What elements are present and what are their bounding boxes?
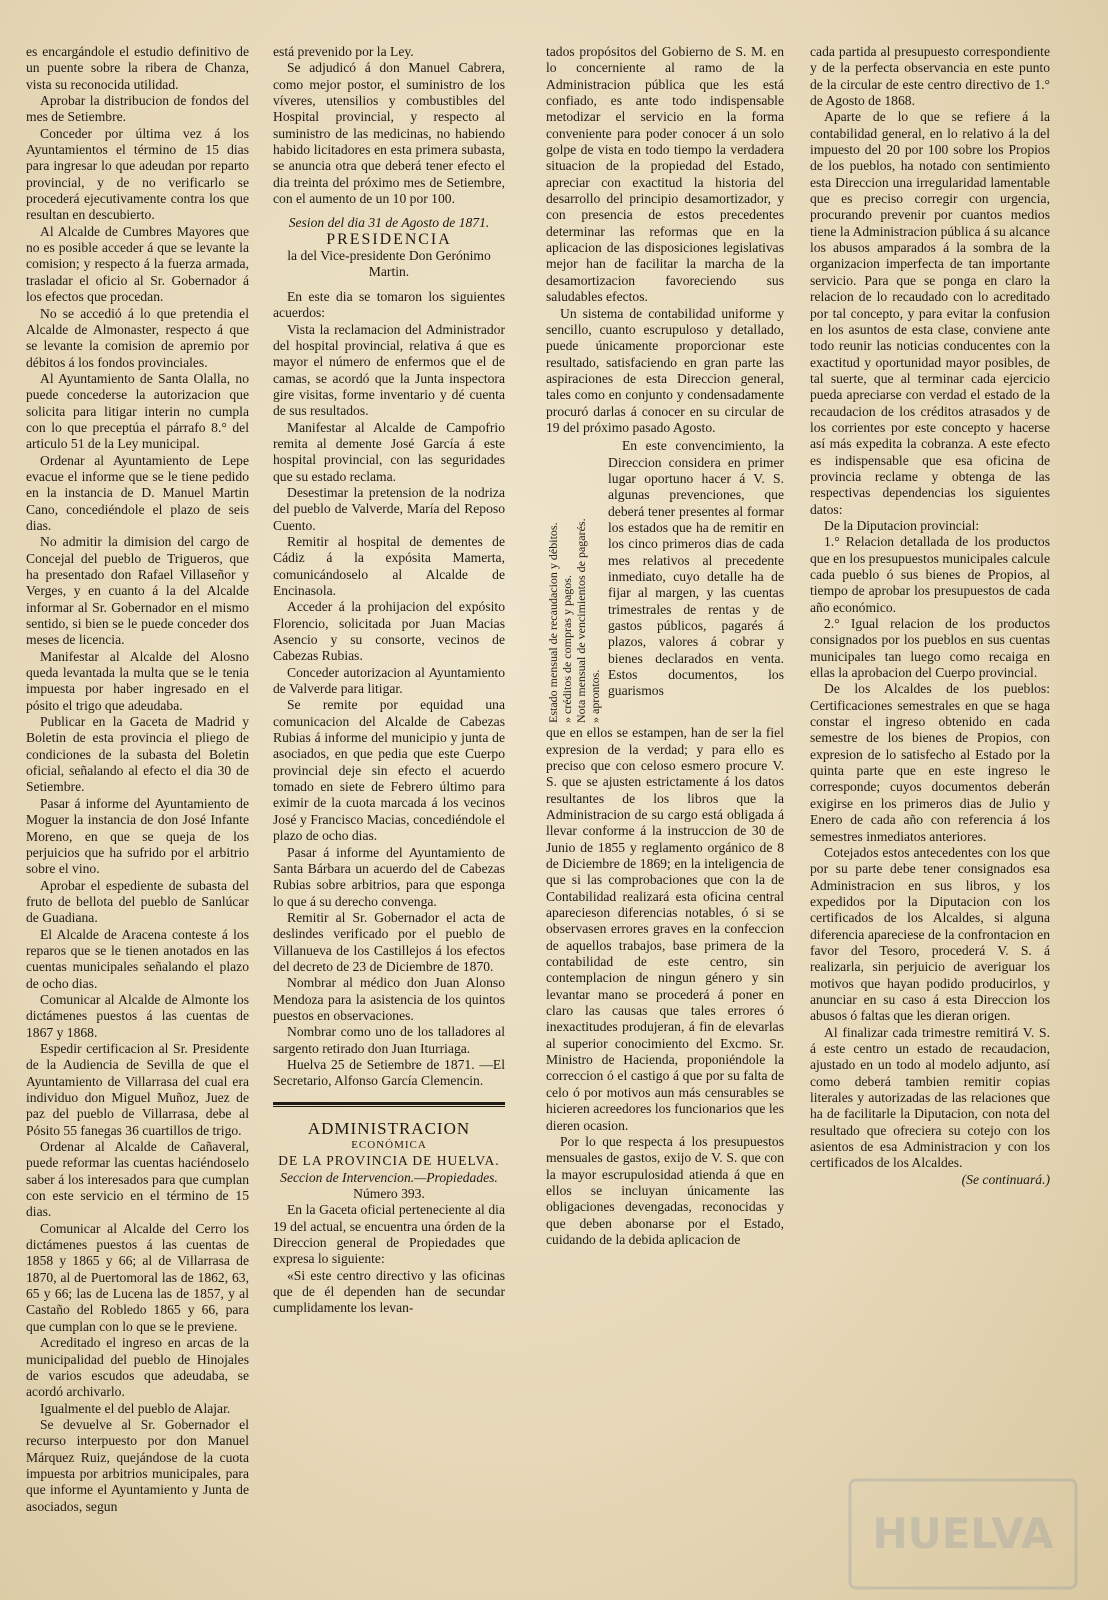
paragraph: Espedir certificacion al Sr. Presidente de la Audiencia de Sevilla de que el Ayuntamiento de Villarrasa del cual era individuo don Miguel Muñoz, Juez de paz del pueblo de Villarrasa, debe al Pósito 55 fanegas 36 cuartillos de trigo. bbox=[26, 1040, 249, 1138]
paragraph: Publicar en la Gaceta de Madrid y Boletin de esta provincia el pliego de condiciones de la subasta del Boletin oficial, señalando al efecto el dia 30 de Setiembre. bbox=[26, 714, 249, 795]
margin-table-block bbox=[546, 438, 784, 723]
library-stamp bbox=[848, 1478, 1078, 1590]
paragraph: Manifestar al Alcalde del Alosno queda levantada la multa que se le tenia impuesta por haber ingresado en el pósito el trigo que adeudaba. bbox=[26, 648, 249, 713]
paragraph: 1.° Relacion detallada de los productos que en los presupuestos municipales calcule cada pueblo ó sus bienes de Propios, al tiempo de aprobar los presupuestos de cada año económico. bbox=[810, 534, 1050, 615]
paragraph: Se adjudicó á don Manuel Cabrera, como mejor postor, el suministro de los víveres, utensilios y combustibles del Hospital provincial, y respecto al suministro de las medicinas, no habiendo habido licitadores en esta primera subasta, se anuncia otra que deberá tener efecto el dia treinta del próximo mes de Setiembre, con el aumento de un 10 por 100. bbox=[273, 60, 505, 207]
paragraph: Cotejados estos antecedentes con los que por su parte debe tener consignados esa Administracion en sus libros, y los expedidos por la Diputacion con los certificados de los Alcaldes, si alguna diferencia apareciese de la confrontacion en favor del Tesoro, procederá V. S. á realizarla, sin perjuicio de averiguar los motivos que hayan podido producirlos, y anunciar en su caso á esta Direccion los abusos ó faltas que les dieran origen. bbox=[810, 844, 1050, 1024]
paragraph: Desestimar la pretension de la nodriza del pueblo de Valverde, María del Reposo Cuento. bbox=[273, 484, 505, 533]
paragraph: Pasar á informe del Ayuntamiento de Santa Bárbara un acuerdo del de Cabezas Rubias sobre arbitrios, para que esponga lo que á su derecho convenga. bbox=[273, 844, 505, 909]
stamp-border bbox=[850, 1480, 1076, 1588]
paragraph: Remitir al Sr. Gobernador el acta de deslindes verificado por el pueblo de Villanueva de los Castillejos á los efectos del decreto de 23 de Diciembre de 1870. bbox=[273, 909, 505, 974]
paragraph: De los Alcaldes de los pueblos: Certificaciones semestrales en que se haga constar el ingreso obtenido en cada semestre de los bienes de Propios, con expresion de lo satisfecho al Estado por la quinta parte que en este ingreso le corresponde; cuyos documentos deberán exigirse en los primeros dias de Julio y Enero de cada año con referencia á los semestres inmediatos anteriores. bbox=[810, 681, 1050, 844]
section-province: DE LA PROVINCIA DE HUELVA. bbox=[278, 1153, 500, 1169]
section-divider bbox=[273, 1102, 505, 1107]
column-3 bbox=[546, 44, 784, 1248]
column-2 bbox=[273, 44, 505, 1317]
paragraph: Al finalizar cada trimestre remitirá V. S. á este centro un estado de recaudacion, ajustado en un todo al modelo adjunto, así como deberá tambien remitir copias literales y autorizadas de las relaciones que ha de facilitarle la Diputacion, con nota del resultado que ofreciera su cotejo con los asientos de esa Administracion y con los certificados de los Alcaldes. bbox=[810, 1024, 1050, 1171]
paragraph: Aprobar la distribucion de fondos del mes de Setiembre. bbox=[26, 93, 249, 125]
section-subtitle: ECONÓMICA bbox=[351, 1139, 427, 1151]
paragraph: está prevenido por la Ley. bbox=[273, 44, 414, 59]
rotated-note-1: Estado mensual de recaudacion y débitos. » créditos de compras y pagos. bbox=[546, 522, 574, 724]
paragraph: El Alcalde de Aracena conteste á los reparos que se le tienen anotados en las cuentas municipales señalando el plazo de ocho dias. bbox=[26, 926, 249, 991]
document-number: Número 393. bbox=[353, 1186, 425, 1202]
paragraph: En la Gaceta oficial perteneciente al dia 19 del actual, se encuentra una órden de la Direccion general de Propiedades que expresa lo siguiente: bbox=[273, 1202, 505, 1267]
paragraph: Igualmente el del pueblo de Alajar. bbox=[40, 1400, 231, 1416]
paragraph: Comunicar al Alcalde del Cerro los dictámenes puestos á las cuentas de 1858 y 1865 y 66; al de Villarrasa de 1870, al de Puertomoral las de 1862, 63, 65 y 66; las de Lucena las de 1857, y al Castaño del Robledo 1865 y 66, para que cumplan con lo que se le previene. bbox=[26, 1220, 249, 1334]
presidency-heading: PRESIDENCIA bbox=[326, 230, 452, 248]
paragraph: Acceder á la prohijacion del expósito Florencio, solicitada por Juan Macias Asencio y su consorte, vecinos de Cabezas Rubias. bbox=[273, 599, 505, 664]
subsection-title: Seccion de Intervencion.—Propiedades. bbox=[280, 1169, 498, 1185]
paragraph: Manifestar al Alcalde de Campofrio remita al demente José García á este hospital provincial, con las seguridades que su estado reclama. bbox=[273, 419, 505, 484]
paragraph: Conceder autorizacion al Ayuntamiento de Valverde para litigar. bbox=[273, 664, 505, 697]
stamp-text: HUELVA bbox=[872, 1509, 1054, 1558]
rotated-note-2: Nota mensual de vencimientos de pagarés. » aprontos. bbox=[574, 518, 602, 724]
paragraph: En este dia se tomaron los siguientes acuerdos: bbox=[273, 288, 505, 321]
paragraph: 2.° Igual relacion de los productos consignados por los pueblos en sus cuentas municipales tan luego como recaiga en ellas la aprobacion del Cuerpo provincial. bbox=[810, 616, 1050, 681]
paragraph: Nombrar como uno de los talladores al sargento retirado don Juan Iturriaga. bbox=[273, 1024, 505, 1056]
paragraph: Aprobar el espediente de subasta del fruto de bellota del pueblo de Sanlúcar de Guadiana. bbox=[26, 877, 249, 926]
presidency-subheading: la del Vice-presidente Don Gerónimo Martin. bbox=[287, 248, 491, 280]
paragraph: Se devuelve al Sr. Gobernador el recurso interpuesto por don Manuel Márquez Ruiz, quejándose de la cuota impuesta por arbitrios municipales, para que informe el Ayuntamiento y Junta de asociados, segun bbox=[26, 1416, 249, 1514]
paragraph: No admitir la dimision del cargo de Concejal del pueblo de Trigueros, que ha presentado don Rafael Villaseñor y Verges, y en cuanto á la del Alcalde informar al Sr. Gobernador en el mismo sentido, si bien se le puede conceder dos meses de licencia. bbox=[26, 534, 249, 648]
session-heading: Sesion del dia 31 de Agosto de 1871. bbox=[288, 215, 490, 231]
paragraph: Ordenar al Alcalde de Cañaveral, puede reformar las cuentas haciéndoselo saber á los interesados para que cumplan con este servicio en el término de 15 dias. bbox=[26, 1139, 249, 1220]
column-1 bbox=[26, 44, 249, 1515]
paragraph: Aparte de lo que se refiere á la contabilidad general, en lo relativo á la del impuesto del 20 por 100 sobre los Propios de los pueblos, ha notado con sentimiento esta Direccion una irregularidad lamentable que es preciso corregir con urgencia, procurando prevenir por cuantos medios tiene la Administracion pública á su alcance los abusos amparados á la sombra de la organizacion imperfecta de tan importante servicio. Para que se ponga en claro la relacion de lo recaudado con lo acreditado por tal concepto, y para evitar la confusion en los asuntos de esta clase, conviene ante todo reunir las noticias conducentes con la exactitud y oportunidad mayor posibles, de tal suerte, que al terminar cada ejercicio pueda apreciarse con verdad el estado de la recaudacion de los créditos atrasados y de los corrientes por este concepto y hacerse así más expedita la cobranza. A este efecto es indispensable que esa oficina de provincia reclame y obtenga de las respectivas dependencias los siguientes datos: bbox=[810, 109, 1050, 517]
paragraph: De la Diputacion provincial: bbox=[824, 517, 980, 533]
paragraph: Por lo que respecta á los presupuestos mensuales de gastos, exijo de V. S. que con la mayor escrupulosidad atienda á que en ellos se incluyan únicamente las obligaciones devengadas, reconocidas y que deben abonarse por el Estado, cuidando de la debida aplicacion de bbox=[546, 1133, 784, 1247]
column-4 bbox=[810, 44, 1050, 1188]
paragraph: Acreditado el ingreso en arcas de la municipalidad del pueblo de Hinojales de varios escudos que adeudaba, se acordó archivarlo. bbox=[26, 1335, 249, 1400]
section-title: ADMINISTRACION bbox=[307, 1118, 471, 1138]
paragraph: que en ellos se estampen, han de ser la fiel expresion de la verdad; y para ello es preciso que con celoso esmero procure V. S. que se ajusten estrictamente á los datos resultantes de los libros que la Administracion de su cargo está obligada á llevar conforme á la instruccion de 30 de Junio de 1855 y reglamento orgánico de 8 de Diciembre de 1869; en la inteligencia de que si las comprobaciones que con la de Contabilidad realizará esta oficina central aparecieson diferencias notables, ó si se observasen errores graves en la confeccion de aquellos trabajos, base primera de la contabilidad de este centro, sin contemplacion de ningun género y sin levantar mano se procederá á poner en claro las causas que tales errores ó inexactitudes produjeran, á fin de elevarlas al superior conocimiento del Excmo. Sr. Ministro de Hacienda, proponiéndole la correccion ó el castigo á que por su falta de celo ó por motivos aun más censurables se hicieren acreedores los funcionarios que les dieren ocasion. bbox=[546, 725, 784, 1133]
paragraph: Ordenar al Ayuntamiento de Lepe evacue el informe que se le tiene pedido en la instancia de D. Manuel Martin Cano, concediéndole el plazo de seis dias. bbox=[26, 452, 249, 533]
paragraph: Al Alcalde de Cumbres Mayores que no es posible acceder á que se levante la comision; y respecto á la fuerza armada, trasladar el oficio al Sr. Gobernador á los efectos que procedan. bbox=[26, 223, 249, 305]
paragraph: En este convencimiento, la Direccion considera en primer lugar oportuno hacer á V. S. algunas prevenciones, que deberá tener presentes al formar los estados que ha de remitir en los cinco primeros dias de cada mes relativos al precedente inmediato, cuyo detalle ha de fijar al margen, y las cuentas trimestrales de rentas y de gastos públicos, pagarés á plazos, valores á cobrar y bienes declarados en venta. Estos documentos, los guarismos bbox=[608, 438, 784, 699]
paragraph: Un sistema de contabilidad uniforme y sencillo, cuanto escrupuloso y detallado, puede únicamente proporcionar este resultado, satisfaciendo en gran parte las aspiraciones de esta Direccion general, tales como en conjunto y condensadamente procuró darlas á conocer en su circular de 19 del próximo pasado Agosto. bbox=[546, 305, 784, 435]
paragraph: Remitir al hospital de dementes de Cádiz á la expósita Mamerta, comunicándoselo al Alcalde de Encinasola. bbox=[273, 533, 505, 598]
paragraph: Vista la reclamacion del Administrador del hospital provincial, relativa á que es mayor el número de enfermos que el de camas, se acordó que la Junta inspectora gire visitas, forme inventario y dé cuenta de sus resultados. bbox=[273, 321, 505, 419]
paragraph: Nombrar al médico don Juan Alonso Mendoza para la asistencia de los quintos puestos en observaciones. bbox=[273, 975, 505, 1023]
paragraph: Al Ayuntamiento de Santa Olalla, no puede concederse la autorizacion que solicita para litigar interin no cumpla con lo que preceptúa el párrafo 8.° del articulo 51 de la Ley municipal. bbox=[26, 370, 249, 452]
paragraph: Huelva 25 de Setiembre de 1871. —El Secretario, Alfonso García Clemencin. bbox=[273, 1056, 505, 1089]
paragraph: Conceder por última vez á los Ayuntamientos el término de 15 dias para ingresar lo que adeudan por reparto provincial, y de no verificarlo se procederá ejecutivamente contra los que resultan en descubierto. bbox=[26, 125, 249, 223]
paragraph: cada partida al presupuesto correspondiente y de la perfecta observancia en este punto de la circular de este centro directivo de 1.° de Agosto de 1868. bbox=[810, 44, 1050, 109]
paragraph: Comunicar al Alcalde de Almonte los dictámenes puestos á las cuentas de 1867 y 1868. bbox=[26, 991, 249, 1040]
paragraph: «Si este centro directivo y las oficinas que de él dependen han de secundar cumplidamente los levan- bbox=[273, 1267, 505, 1316]
continued-note: (Se continuará.) bbox=[961, 1171, 1050, 1187]
paragraph: Pasar á informe del Ayuntamiento de Moguer la instancia de don José Infante Moreno, en que se queja de los perjuicios que ha sufrido por el arbitrio sobre el vino. bbox=[26, 795, 249, 877]
paragraph: No se accedió á lo que pretendia el Alcalde de Almonaster, respecto á que se levante la comision de apremio por débitos á los fondos provinciales. bbox=[26, 305, 249, 370]
paragraph: tados propósitos del Gobierno de S. M. en lo concerniente al ramo de la Administracion pública que les está confiado, es ante todo indispensable metodizar el servicio en la forma conveniente para poder conocer á un solo golpe de vista en todo tiempo la verdadera situacion de la propiedad del Estado, apreciar con exactitud la historia del desarrollo del principio desamortizador, y con presencia de estos precedentes determinar las reformas que en la aplicacion de las disposiciones legislativas mejor han de facilitar la marcha de la desamortizacion favoreciendo sus saludables efectos. bbox=[546, 44, 784, 305]
rotated-margin-notes bbox=[546, 438, 608, 723]
paragraph: es encargándole el estudio definitivo de un puente sobre la ribera de Chanza, vista su reconocida utilidad. bbox=[26, 44, 249, 92]
paragraph: Se remite por equidad una comunicacion del Alcalde de Cabezas Rubias á informe del municipio y junta de asociados, en que pedia que este Cuerpo provincial deje sin efecto el acuerdo tomado en siete de Febrero último para eximir de la cuota marcada á los vecinos José y Francisco Macias, concediéndole el plazo de ocho dias. bbox=[273, 697, 505, 844]
